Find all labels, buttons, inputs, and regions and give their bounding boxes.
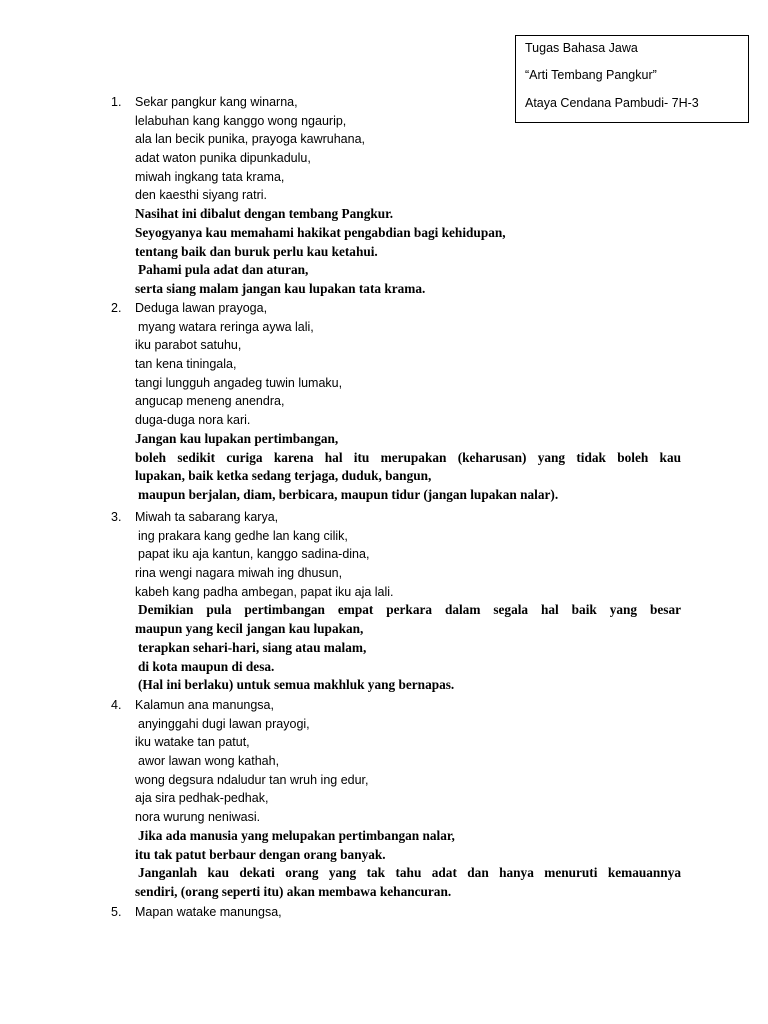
translation-line: di kota maupun di desa. [138,658,275,674]
translation-line: serta siang malam jangan kau lupakan tata krama. [135,280,426,296]
verse-line: miwah ingkang tata krama, [135,169,285,184]
translation-line: maupun yang kecil jangan kau lupakan, [135,621,364,637]
verse-line: Mapan watake manungsa, [135,905,282,919]
verse-line: duga-duga nora kari. [135,413,251,428]
verse-line: tangi lungguh angadeg tuwin lumaku, [135,375,343,390]
translation-line: maupun berjalan, diam, berbicara, maupun tidur (jangan lupakan nalar). [138,486,559,502]
stanza-number: 4. [111,698,122,712]
verse-line: ing prakara kang gedhe lan kang cilik, [138,528,348,543]
translation-line: Jika ada manusia yang melupakan pertimbangan nalar, [138,827,455,843]
translation-line: sendiri, (orang seperti itu) akan membawa kehancuran. [135,883,452,899]
translation-line: (Hal ini berlaku) untuk semua makhluk yang bernapas. [138,677,455,693]
verse-line: angucap meneng anendra, [135,394,285,409]
stanza-5 [111,903,681,922]
header-author: Ataya Cendana Pambudi- 7H-3 [525,96,699,110]
header-subject: Tugas Bahasa Jawa [525,41,638,55]
translation-line: Jangan kau lupakan pertimbangan, [135,430,339,446]
translation-line: lupakan, baik ketka sedang terjaga, duduk, bangun, [135,468,432,484]
verse-line: ala lan becik punika, prayoga kawruhana, [135,132,366,147]
stanza-2 [111,299,681,505]
translation-line: boleh sedikit curiga karena hal itu merupakan (keharusan) yang tidak boleh kau [135,449,681,465]
stanza-4 [111,696,681,902]
translation-line: Pahami pula adat dan aturan, [138,262,309,278]
verse-line: anyinggahi dugi lawan prayogi, [138,716,310,731]
verse-line: iku watake tan patut, [135,735,250,750]
verse-line: iku parabot satuhu, [135,338,242,353]
stanza-1 [111,93,681,299]
translation-line: Seyogyanya kau memahami hakikat pengabdian bagi kehidupan, [135,224,506,240]
verse-line: myang watara reringa aywa lali, [138,319,314,334]
verse-line: aja sira pedhak-pedhak, [135,791,269,806]
verse-line: awor lawan wong kathah, [138,754,280,769]
stanza-number: 1. [111,95,122,109]
verse-line: Sekar pangkur kang winarna, [135,95,298,109]
header-title: “Arti Tembang Pangkur” [525,68,657,82]
verse-line: nora wurung neniwasi. [135,810,261,825]
verse-line: Kalamun ana manungsa, [135,698,274,712]
translation-line: tentang baik dan buruk perlu kau ketahui. [135,243,378,259]
translation-line: terapkan sehari-hari, siang atau malam, [138,639,367,655]
verse-line: rina wengi nagara miwah ing dhusun, [135,566,343,581]
verse-line: wong degsura ndaludur tan wruh ing edur, [135,772,369,787]
stanza-3 [111,508,681,695]
verse-line: adat waton punika dipunkadulu, [135,151,311,166]
verse-line: papat iku aja kantun, kanggo sadina-dina, [138,547,370,562]
stanza-number: 5. [111,905,122,919]
verse-line: Deduga lawan prayoga, [135,301,268,315]
translation-line: Demikian pula pertimbangan empat perkara dalam segala hal baik yang besar [138,602,681,618]
translation-line: Janganlah kau dekati orang yang tak tahu adat dan hanya menuruti kemauannya [138,865,681,881]
verse-line: lelabuhan kang kanggo wong ngaurip, [135,113,347,128]
translation-line: Nasihat ini dibalut dengan tembang Pangkur. [135,206,394,222]
verse-line: kabeh kang padha ambegan, papat iku aja lali. [135,584,394,599]
verse-line: tan kena tiningala, [135,357,237,372]
stanza-number: 3. [111,510,122,524]
translation-line: itu tak patut berbaur dengan orang banyak. [135,846,386,862]
stanza-number: 2. [111,301,122,315]
verse-line: Miwah ta sabarang karya, [135,510,279,524]
verse-line: den kaesthi siyang ratri. [135,188,268,203]
